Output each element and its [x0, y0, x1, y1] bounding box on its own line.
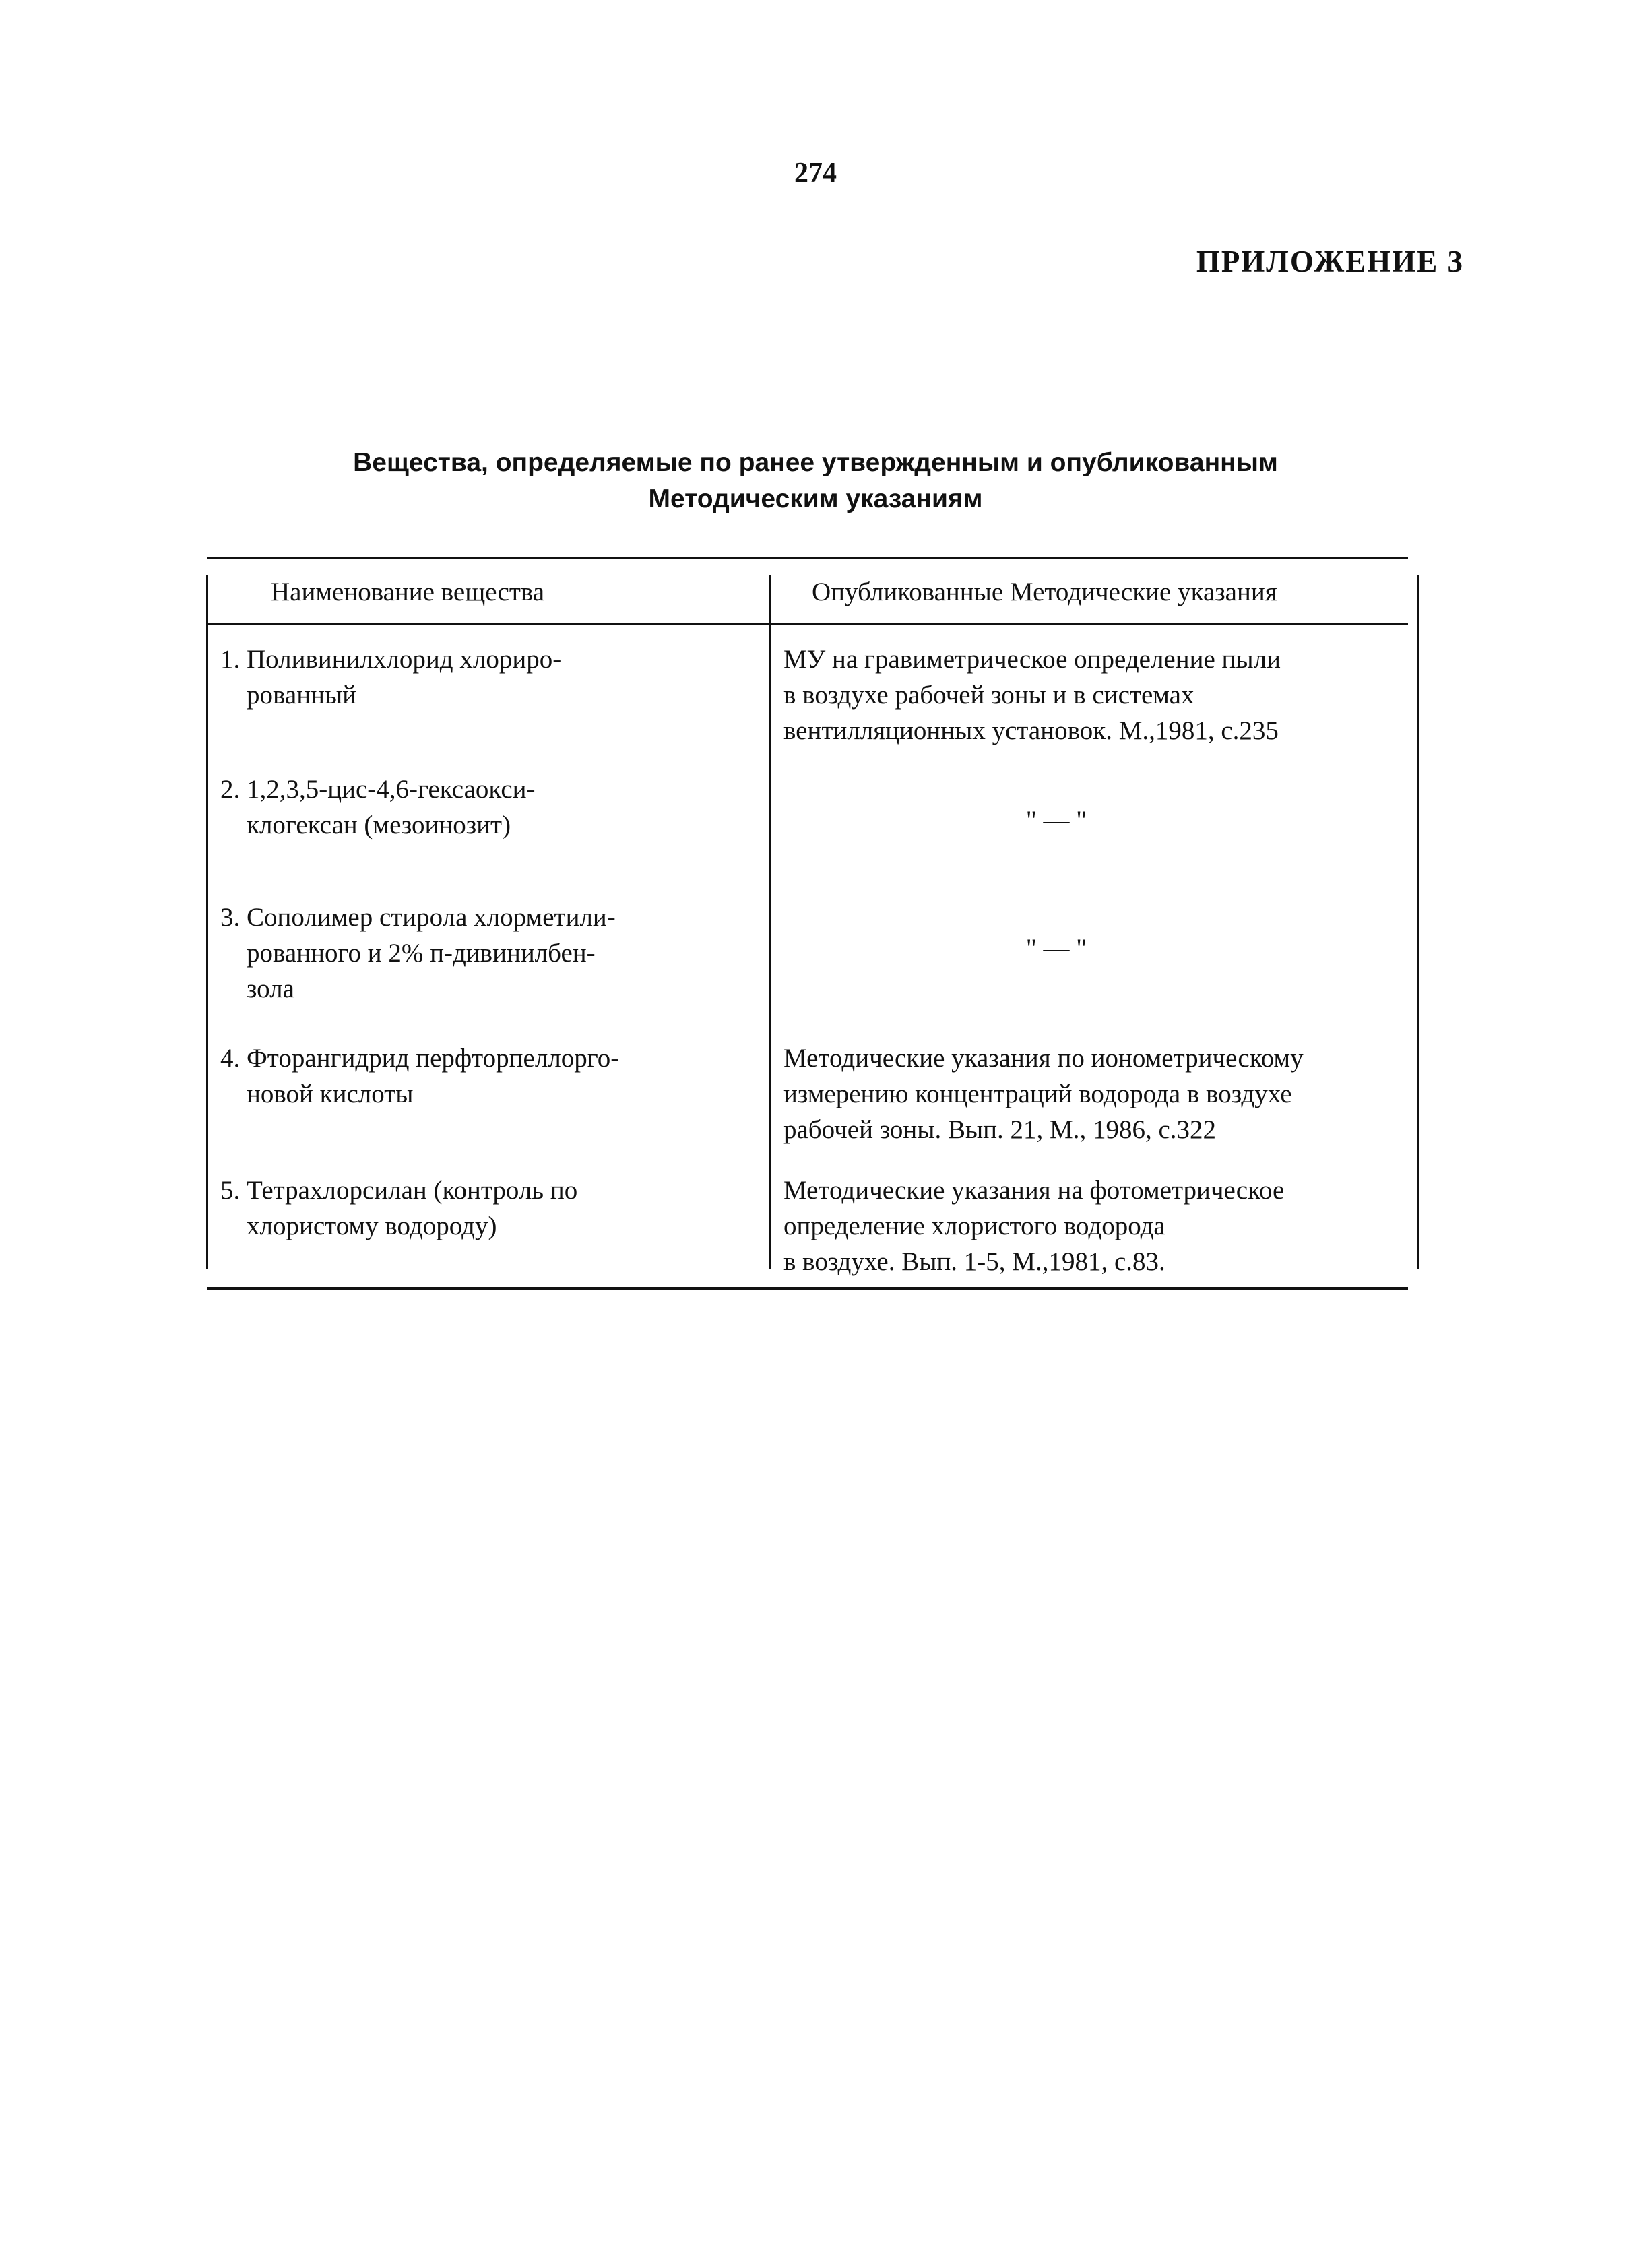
page-number: 274: [794, 158, 837, 189]
row-2-guidelines-ditto: " — ": [1025, 806, 1087, 835]
table-top-rule: [207, 557, 1408, 559]
title-line-2: Методическим указаниям: [648, 484, 983, 513]
table-right-border: [1417, 575, 1419, 1269]
row-4-guidelines: Методические указания по ионометрическому измерению концентраций водорода в воздухе рабочей зоны. Вып. 21, М., 1986, с.322: [783, 1044, 1304, 1144]
row-3-guidelines-ditto: " — ": [1025, 934, 1087, 963]
row-5-substance: 5. Тетрахлорсилан (контроль по хлористому водороду): [220, 1176, 578, 1240]
row-1-guidelines: МУ на гравиметрическое определение пыли в воздухе рабочей зоны и в системах вентилляционных установок. М.,1981, с.235: [783, 645, 1281, 745]
row-3-substance: 3. Сополимер стирола хлорметили- рованного и 2% п-дивинилбен- зола: [220, 903, 616, 1003]
row-1-substance: 1. Поливинилхлорид хлориро- рованный: [220, 645, 562, 710]
appendix-label: ПРИЛОЖЕНИЕ 3: [1196, 245, 1464, 278]
header-separator: [207, 623, 1408, 625]
row-5-guidelines: Методические указания на фотометрическое определение хлористого водорода в воздухе. Вып. 1-5, М.,1981, с.83.: [783, 1176, 1285, 1276]
header-guidelines: Опубликованные Методические указания: [812, 577, 1277, 606]
table-left-border: [206, 575, 208, 1269]
row-2-substance: 2. 1,2,3,5-цис-4,6-гексаокси- клогексан (мезоинозит): [220, 775, 536, 840]
column-divider: [769, 575, 771, 1269]
row-4-substance: 4. Фторангидрид перфторпеллорго- новой кислоты: [220, 1044, 620, 1108]
table-bottom-rule: [207, 1287, 1408, 1290]
header-substance: Наименование вещества: [271, 577, 545, 606]
title-line-1: Вещества, определяемые по ранее утвержденным и опубликованным: [353, 448, 1278, 477]
document-title: [0, 445, 1631, 517]
